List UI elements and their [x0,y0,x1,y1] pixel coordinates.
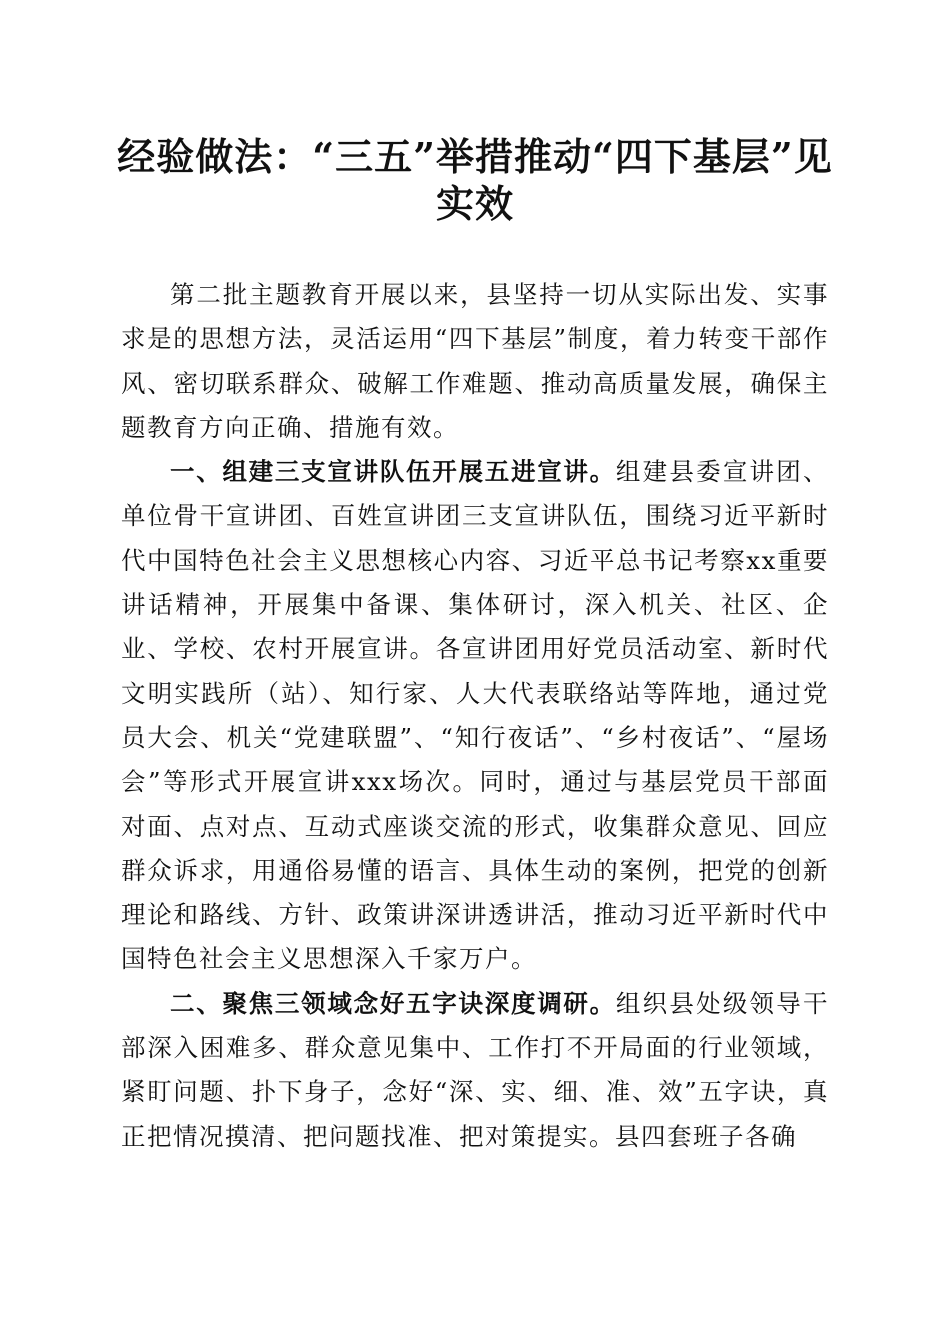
intro-paragraph [121,273,829,450]
document-title: 经验做法：“三五”举措推动“四下基层”见实效 [117,134,833,226]
section-one-paragraph [121,450,829,982]
section-two-paragraph [121,982,829,1159]
section-one-heading: 一、组建三支宣讲队伍开展五进宣讲。 [170,457,616,487]
section-two-heading: 二、聚焦三领域念好五字诀深度调研。 [170,988,616,1018]
paragraph-text: 第二批主题教育开展以来，县坚持一切从实际出发、实事求是的思想方法，灵活运用“四下基层”制度，着力转变干部作风、密切联系群众、破解工作难题、推动高质量发展，确保主题教育方向正确、措施有效。 [121,280,829,442]
paragraph-text: 组织县处级领导干部深入困难多、群众意见集中、工作打不开局面的行业领域，紧盯问题、扑下身子，念好“深、实、细、准、效”五字诀，真正把情况摸清、把问题找准、把对策提实。县四套班子各确 [121,988,830,1151]
document-body [121,273,829,1159]
paragraph-text: 组建县委宣讲团、单位骨干宣讲团、百姓宣讲团三支宣讲队伍，围绕习近平新时代中国特色社会主义思想核心内容、习近平总书记考察xx重要讲话精神，开展集中备课、集体研讨，深入机关、社区、企业、学校、农村开展宣讲。各宣讲团用好党员活动室、新时代文明实践所（站）、知行家、人大代表联络站等阵地，通过党员大会、机关“党建联盟”、“知行夜话”、“乡村夜话”、“屋场会”等形式开展宣讲xxx场次。同时，通过与基层党员干部面对面、点对点、互动式座谈交流的形式，收集群众意见、回应群众诉求，用通俗易懂的语言、具体生动的案例，把党的创新理论和路线、方针、政策讲深讲透讲活，推动习近平新时代中国特色社会主义思想深入千家万户。 [121,457,830,974]
